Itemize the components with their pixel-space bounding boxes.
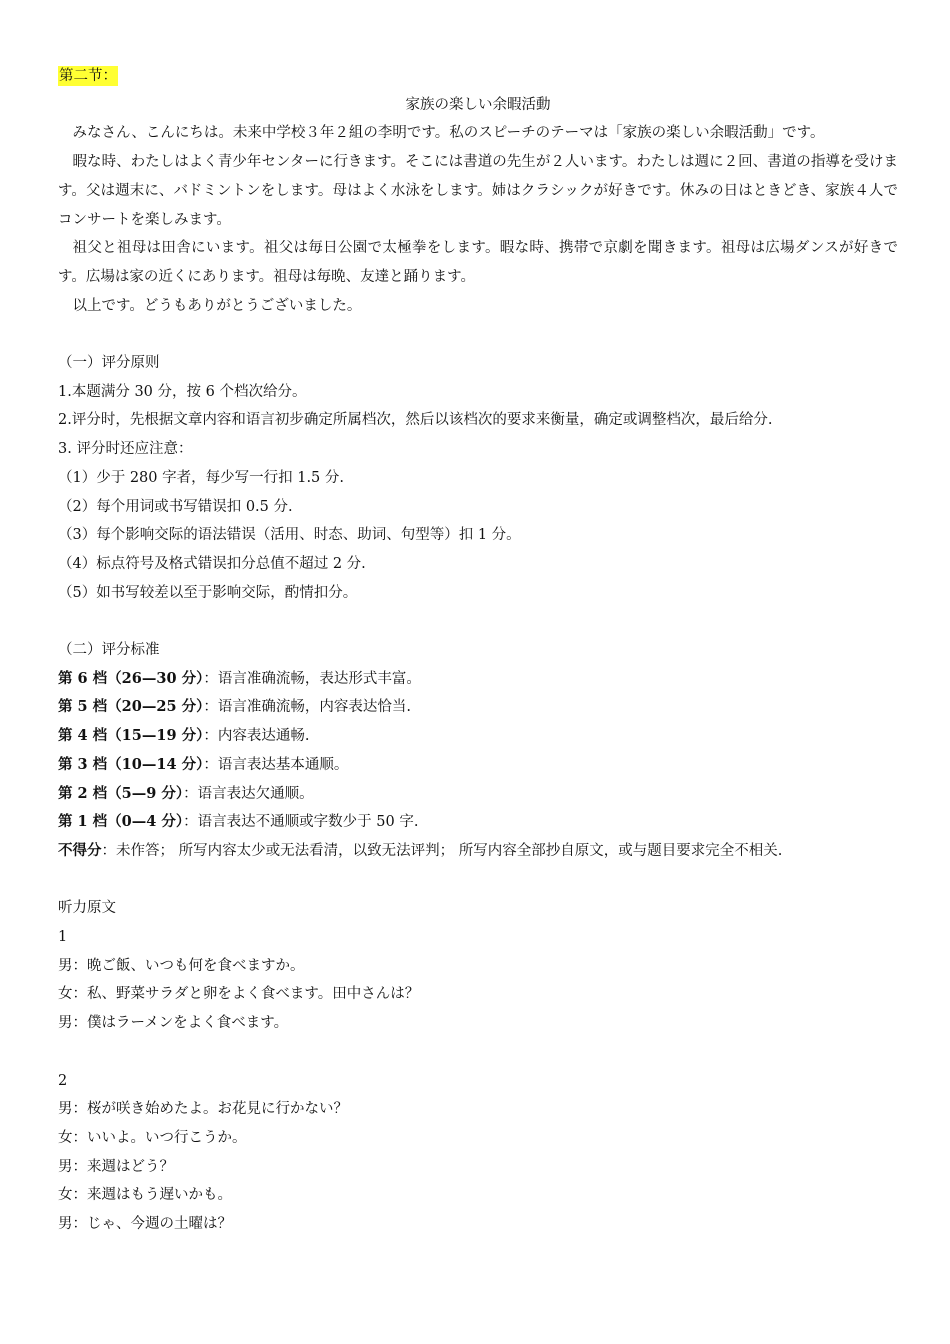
section-label: 第二节： — [59, 68, 117, 84]
standard-level-5 — [58, 693, 898, 722]
principles-heading: （一）评分原则 — [58, 355, 160, 372]
level-desc: ：语言准确流畅，内容表达恰当. — [203, 699, 411, 716]
principle-item: （1）少于 280 字者，每少写一行扣 1.5 分. — [58, 469, 345, 486]
level-desc: ：语言准确流畅，表达形式丰富。 — [203, 670, 421, 687]
level-desc: ：语言表达不通顺或字数少于 50 字. — [183, 814, 419, 831]
dialogue-line: 男：僕はラーメンをよく食べます。 — [58, 1015, 289, 1032]
level-label: 第 2 档（5—9 分） — [58, 784, 184, 802]
principle-item: （3）每个影响交际的语法错误（活用、时态、助词、句型等）扣 1 分。 — [58, 527, 521, 544]
dialogue-number: 2 — [58, 1072, 68, 1089]
principle-item: 3. 评分时还应注意： — [58, 441, 193, 458]
level-label: 不得分 — [58, 841, 102, 859]
level-label: 第 5 档（20—25 分） — [58, 698, 204, 716]
essay-paragraph-2: 暇な時、わたしはよく青少年センターに行きます。そこには書道の先生が２人います。わたしは週に２回、書道の指導を受けます。父は週末に、バドミントンをします。母はよく水泳をします。姉はクラシックが好きです。休みの日はときどき、家族４人でコンサートを楽しみます。 — [58, 154, 898, 228]
level-label: 第 4 档（15—19 分） — [58, 727, 204, 745]
level-label: 第 6 档（26—30 分） — [58, 669, 204, 687]
dialogue-line: 男：じゃ、今週の土曜は？ — [58, 1216, 232, 1233]
level-desc: ：语言表达欠通顺。 — [183, 785, 314, 802]
level-desc: ：语言表达基本通顺。 — [203, 756, 349, 773]
standards-heading: （二）评分标准 — [58, 642, 160, 659]
listening-heading: 听力原文 — [58, 900, 116, 917]
essay-title: 家族の楽しい余暇活動 — [405, 96, 551, 113]
dialogue-line: 女：いいよ。いつ行こうか。 — [58, 1129, 247, 1146]
level-desc: ：内容表达通畅. — [203, 728, 310, 745]
level-desc: ：未作答； 所写内容太少或无法看清，以致无法评判； 所写内容全部抄自原文，或与题目要求完全不相关. — [101, 842, 783, 859]
dialogue-line: 女：私、野菜サラダと卵をよく食べます。田中さんは？ — [58, 986, 420, 1003]
principle-item: （2）每个用词或书写错误扣 0.5 分. — [58, 498, 293, 515]
principle-item: 2.评分时，先根据文章内容和语言初步确定所属档次，然后以该档次的要求来衡量，确定或调整档次，最后给分. — [58, 412, 773, 429]
standard-level-1 — [58, 808, 898, 837]
section-label-line — [58, 62, 898, 91]
document-page — [58, 62, 898, 1239]
level-label: 第 1 档（0—4 分） — [58, 813, 184, 831]
dialogue-number: 1 — [58, 929, 68, 946]
essay-paragraph-1: みなさん、こんにちは。未来中学校３年２組の李明です。私のスピーチのテーマは「家族の楽しい余暇活動」です。 — [72, 125, 825, 142]
dialogue-line: 男：来週はどう？ — [58, 1158, 174, 1175]
standard-level-4 — [58, 722, 898, 751]
standard-level-2 — [58, 780, 898, 809]
dialogue-line: 女：来週はもう遅いかも。 — [58, 1187, 232, 1204]
dialogue-line: 男：桜が咲き始めたよ。お花見に行かない？ — [58, 1101, 348, 1118]
dialogue-line: 男：晩ご飯、いつも何を食べますか。 — [58, 957, 305, 974]
standard-no-score — [58, 837, 898, 866]
level-label: 第 3 档（10—14 分） — [58, 755, 204, 773]
principle-item: 1.本题满分 30 分，按 6 个档次给分。 — [58, 383, 307, 400]
principle-item: （5）如书写较差以至于影响交际，酌情扣分。 — [58, 584, 358, 601]
essay-paragraph-3: 祖父と祖母は田舎にいます。祖父は毎日公園で太極拳をします。暇な時、携帯で京劇を聞きます。祖母は広場ダンスが好きです。広場は家の近くにあります。祖母は毎晩、友達と踊ります。 — [58, 240, 898, 285]
standard-level-6 — [58, 665, 898, 694]
essay-paragraph-4: 以上です。どうもありがとうございました。 — [72, 297, 362, 314]
principle-item: （4）标点符号及格式错误扣分总值不超过 2 分. — [58, 555, 366, 572]
standard-level-3 — [58, 751, 898, 780]
